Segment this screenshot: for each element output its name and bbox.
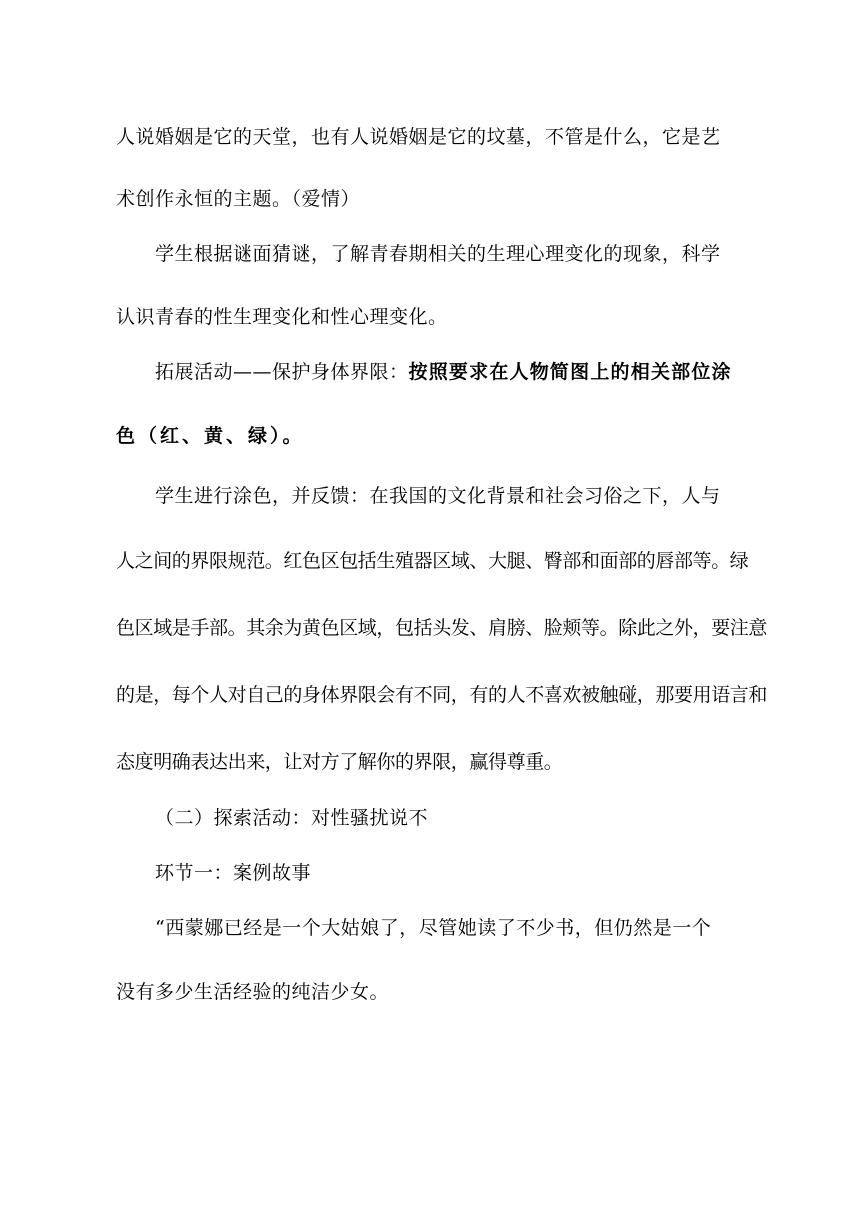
activity-line	[155, 360, 732, 384]
paragraph-line: 学生进行涂色，并反馈：在我国的文化背景和社会习俗之下，人与	[155, 485, 721, 507]
paragraph-line: 认识青春的性生理变化和性心理变化。	[116, 306, 448, 328]
subsection-heading: 环节一：案例故事	[155, 862, 312, 884]
paragraph-line: 态度明确表达出来，让对方了解你的界限，赢得尊重。	[116, 751, 563, 773]
paragraph-line: 术创作永恒的主题。（爱情）	[116, 188, 361, 210]
activity-instruction-continued: 色（红、黄、绿）。	[116, 425, 305, 447]
paragraph-line: 人说婚姻是它的天堂，也有人说婚姻是它的坟墓，不管是什么，它是艺	[116, 126, 721, 148]
activity-title: 拓展活动——保护身体界限：	[155, 361, 409, 383]
story-line: “西蒙娜已经是一个大姑娘了，尽管她读了不少书，但仍然是一个	[155, 917, 712, 939]
paragraph-line: 的是，每个人对自己的身体界限会有不同，有的人不喜欢被触碰，那要用语言和	[116, 684, 768, 706]
paragraph-line: 人之间的界限规范。红色区包括生殖器区域、大腿、臀部和面部的唇部等。绿	[116, 550, 749, 572]
paragraph-line: 学生根据谜面猜谜，了解青春期相关的生理心理变化的现象，科学	[155, 243, 721, 265]
story-line: 没有多少生活经验的纯洁少女。	[116, 981, 390, 1003]
activity-instruction: 按照要求在人物简图上的相关部位涂	[408, 361, 732, 383]
paragraph-line: 色区域是手部。其余为黄色区域，包括头发、肩膀、脸颊等。除此之外，要注意	[116, 617, 768, 639]
section-heading: （二）探索活动：对性骚扰说不	[155, 807, 429, 829]
